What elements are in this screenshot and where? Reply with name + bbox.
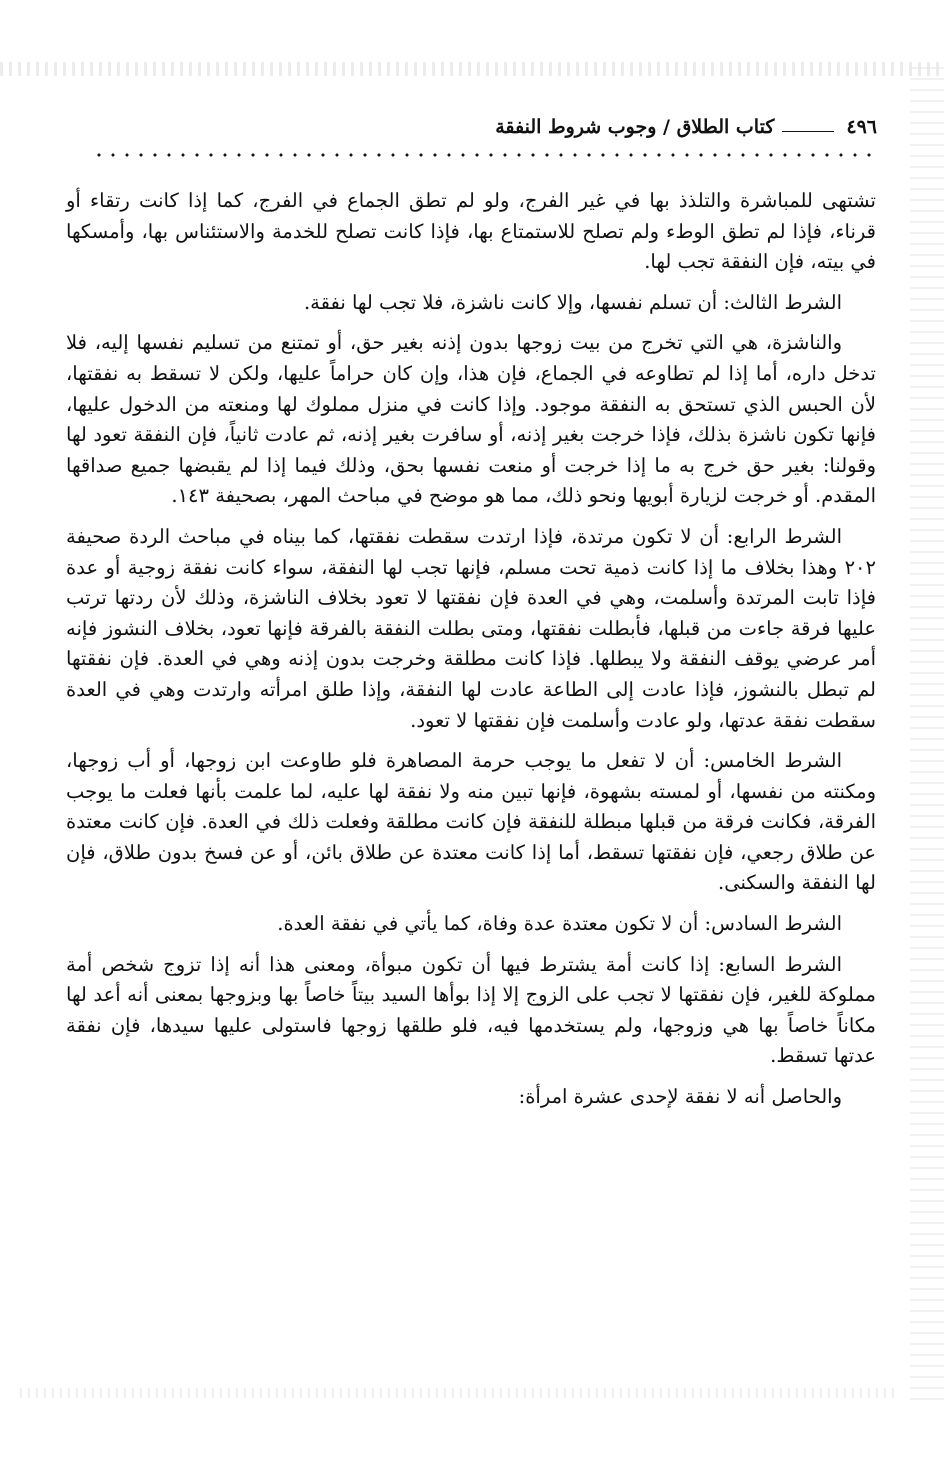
paragraph-condition-5: الشرط الخامس: أن لا تفعل ما يوجب حرمة المصاهرة فلو طاوعت ابن زوجها، أو أب زوجها، ومكنته من نفسها، أو لمسته بشهوة، فإنها تبين منه ولا نفقة لها عليه، لما علمت بأنها فعلت ما يوجب الفرقة، فكانت فرقة من قبلها مبطلة للنفقة فإن كانت مطلقة وفعلت ذلك في العدة. فإن كانت معتدة عن طلاق رجعي، فإن نفقتها تسقط، أما إذا كانت معتدة عن طلاق بائن، أو عن فسخ بدون طلاق، فإن لها النفقة والسكنى.: [66, 749, 876, 895]
paragraph-summary: والحاصل أنه لا نفقة لإحدى عشرة امرأة:: [518, 1085, 842, 1109]
page-number: ٤٩٦: [846, 116, 877, 138]
paragraph-continuation: تشتهى للمباشرة والتلذذ بها في غير الفرج، ولو لم تطق الجماع في الفرج، كما إذا كانت رتقاء أو قرناء، فإذا لم تطق الوطء ولم تصلح للاستمتاع بها، فإذا كانت تصلح للخدمة والاستئناس بها، وأمسكها في بيته، فإن النفقة تجب لها.: [66, 189, 876, 274]
dotted-separator: [92, 150, 878, 160]
scan-noise-top: [0, 62, 944, 76]
paragraph-condition-4: الشرط الرابع: أن لا تكون مرتدة، فإذا ارتدت سقطت نفقتها، كما بيناه في مباحث الردة صحيفة ٢٠٢ وهذا بخلاف ما إذا كانت ذمية تحت مسلم، فإنها تجب لها النفقة، سواء كانت نفقة زوجية أو عدة فإذا تابت المرتدة وأسلمت، وهي في العدة فإن نفقتها لا تعود بخلاف الناشزة، وذلك لأن ردتها ترتب عليها فرقة جاءت من قبلها، فأبطلت نفقتها، ومتى بطلت النفقة بالفرقة فإنها تعود، بخلاف النشوز فإنه أمر عرضي يوقف النفقة ولا يبطلها. فإذا كانت مطلقة وخرجت بدون إذنه وهي في العدة. فإن نفقتها لم تبطل بالنشوز، فإذا عادت إلى الطاعة عادت لها النفقة، وإذا طلق امرأته وارتدت وهي في العدة سقطت نفقة عدتها، ولو عادت وأسلمت فإن نفقتها لا تعود.: [66, 524, 876, 732]
body-text: [66, 186, 876, 1123]
header-rule: [782, 131, 834, 132]
paragraph-nashiza: والناشزة، هي التي تخرج من بيت زوجها بدون إذنه بغير حق، أو تمتنع من تسليم نفسها إليه، فلا تدخل داره، أما إذا لم تطاوعه في الجماع، فإن هذا، وإن كان حراماً عليها، ولكن لا تسقط به نفقتها، لأن الحبس الذي تستحق به النفقة موجود. وإذا كانت في منزل مملوك لها ومنعته من الدخول عليها، فإنها تكون ناشزة بذلك، فإذا خرجت بغير إذنه، أو سافرت بغير إذنه، ثم عادت ثانياً، فإن النفقة تعود لها وقولنا: بغير حق خرج به ما إذا خرجت أو منعت نفسها بحق، وذلك فيما إذا لم يقبضها جميع صداقها المقدم. أو خرجت لزيارة أبويها ونحو ذلك، مما هو موضح في مباحث المهر، بصحيفة ١٤٣.: [66, 331, 876, 508]
paragraph-condition-7: الشرط السابع: إذا كانت أمة يشترط فيها أن تكون مبوأة، ومعنى هذا أنه إذا تزوج شخص أمة مملوكة للغير، فإن نفقتها لا تجب على الزوج إلا إذا بوأها السيد بيتاً خاصاً بها وبزوجها بمعنى أنه أعد لها مكاناً خاصاً بها هي وزوجها، ولم يستخدمها فيه، فلو طلقها زوجها فاستولى عليها سيدها، فإن نفقة عدتها تسقط.: [66, 952, 876, 1068]
paragraph-condition-3: الشرط الثالث: أن تسلم نفسها، وإلا كانت ناشزة، فلا تجب لها نفقة.: [303, 290, 842, 314]
page-header: [62, 110, 877, 144]
running-title: كتاب الطلاق / وجوب شروط النفقة: [495, 116, 775, 138]
paragraph-condition-6: الشرط السادس: أن لا تكون معتدة عدة وفاة، كما يأتي في نفقة العدة.: [277, 912, 842, 936]
scan-noise-right: [910, 60, 944, 1400]
scan-noise-bottom: [20, 1388, 900, 1398]
